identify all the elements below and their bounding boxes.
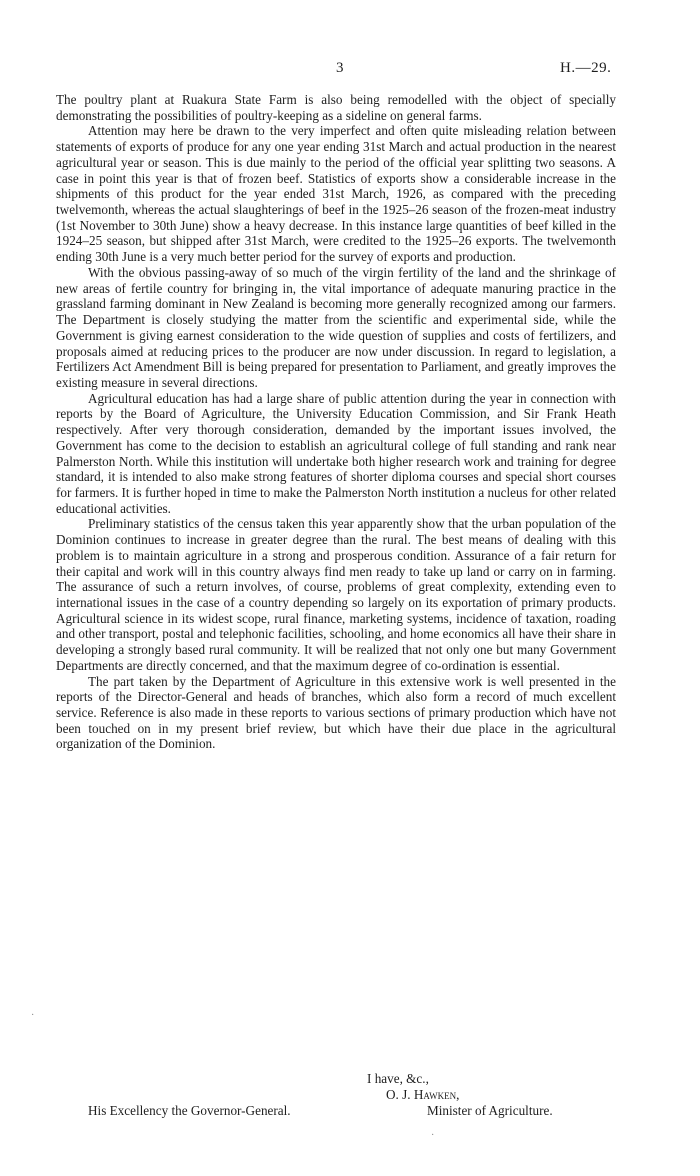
document-reference: H.—29. [560, 60, 612, 76]
body-text [56, 92, 616, 752]
signatory-title: Minister of Agriculture. [427, 1103, 553, 1118]
page-number: 3 [336, 60, 344, 76]
paragraph-department: The part taken by the Department of Agriculture in this extensive work is well presented in the reports of the Director-General and heads of branches, which also form a record of much excellent service. Reference is also made in these reports to various sections of primary production which have not been touched on in my present brief review, but which have their due place in the agricultural organization of the Dominion. [56, 673, 616, 752]
paragraph-education: Agricultural education has had a large share of public attention during the year in connection with reports by the Board of Agriculture, the University Education Commission, and Sir Frank Heath respectively. After very thorough consideration, demanded by the important issues involved, the Government has come to the decision to establish an agricultural college of full standing and rank near Palmerston North. While this institution will undertake both higher research work and training for degree standard, it is intended to also make strong features of shorter diploma courses and special short courses for farmers. It is further hoped in time to make the Palmerston North institution a nucleus for other related educational activities. [56, 390, 616, 516]
signatory-name: O. J. Hawken, [386, 1087, 460, 1102]
page-speck: · [431, 1130, 435, 1141]
paragraph-census: Preliminary statistics of the census taken this year apparently show that the urban population of the Dominion continues to increase in greater degree than the rural. The best means of dealing with this problem is to maintain agriculture in a strong and prosperous condition. Assurance of a fair return for their capital and work will in this country always find men ready to take up land or carry on in farming. The assurance of such a return involves, of course, problems of great complexity, extending even to international issues in the case of a country depending so largely on its exportation of primary products. Agricultural science in its widest scope, rural finance, marketing systems, incidence of taxation, roading and other transport, postal and telephonic facilities, schooling, and home economics all have their share in developing a strongly based rural community. It will be realized that not only one but many Government Departments are directly concerned, and that the maximum degree of co-ordination is essential. [56, 516, 616, 673]
closing-text: I have, &c., [367, 1071, 429, 1086]
addressee: His Excellency the Governor-General. [88, 1103, 291, 1118]
paragraph-manuring: With the obvious passing-away of so much of the virgin fertility of the land and the shrinkage of new areas of fertile country for bringing in, the vital importance of adequate manuring practice in the grassland farming dominant in New Zealand is becoming more generally recognized among our farmers. The Department is closely studying the matter from the scientific and experimental side, while the Government is giving earnest consideration to the wide question of supplies and costs of fertilizers, and proposals aimed at reducing prices to the producer are now under discussion. In regard to legislation, a Fertilizers Act Amendment Bill is being prepared for presentation to Parliament, and greatly improves the existing measure in several directions. [56, 264, 616, 390]
paragraph-poultry: The poultry plant at Ruakura State Farm is also being remodelled with the object of specially demonstrating the possibilities of poultry-keeping as a sideline on general farms. [56, 92, 616, 123]
paragraph-exports: Attention may here be drawn to the very imperfect and often quite misleading relation between statements of exports of produce for any one year ending 31st March and actual production in the nearest agricultural year or season. This is due mainly to the period of the official year splitting two seasons. A case in point this year is that of frozen beef. Statistics of exports show a considerable increase in the shipments of this product for the year ended 31st March, 1926, as compared with the preceding twelvemonth, whereas the actual slaughterings of beef in the 1925–26 season of the frozen-meat industry (1st November to 30th June) show a heavy decrease. In this instance large quantities of beef killed in the 1924–25 season, but shipped after 31st March, were credited to the 1925–26 exports. The twelvemonth ending 30th June is a very much better period for the survey of exports and production. [56, 123, 616, 265]
page-header [0, 60, 700, 80]
margin-mark: · [31, 1010, 35, 1021]
